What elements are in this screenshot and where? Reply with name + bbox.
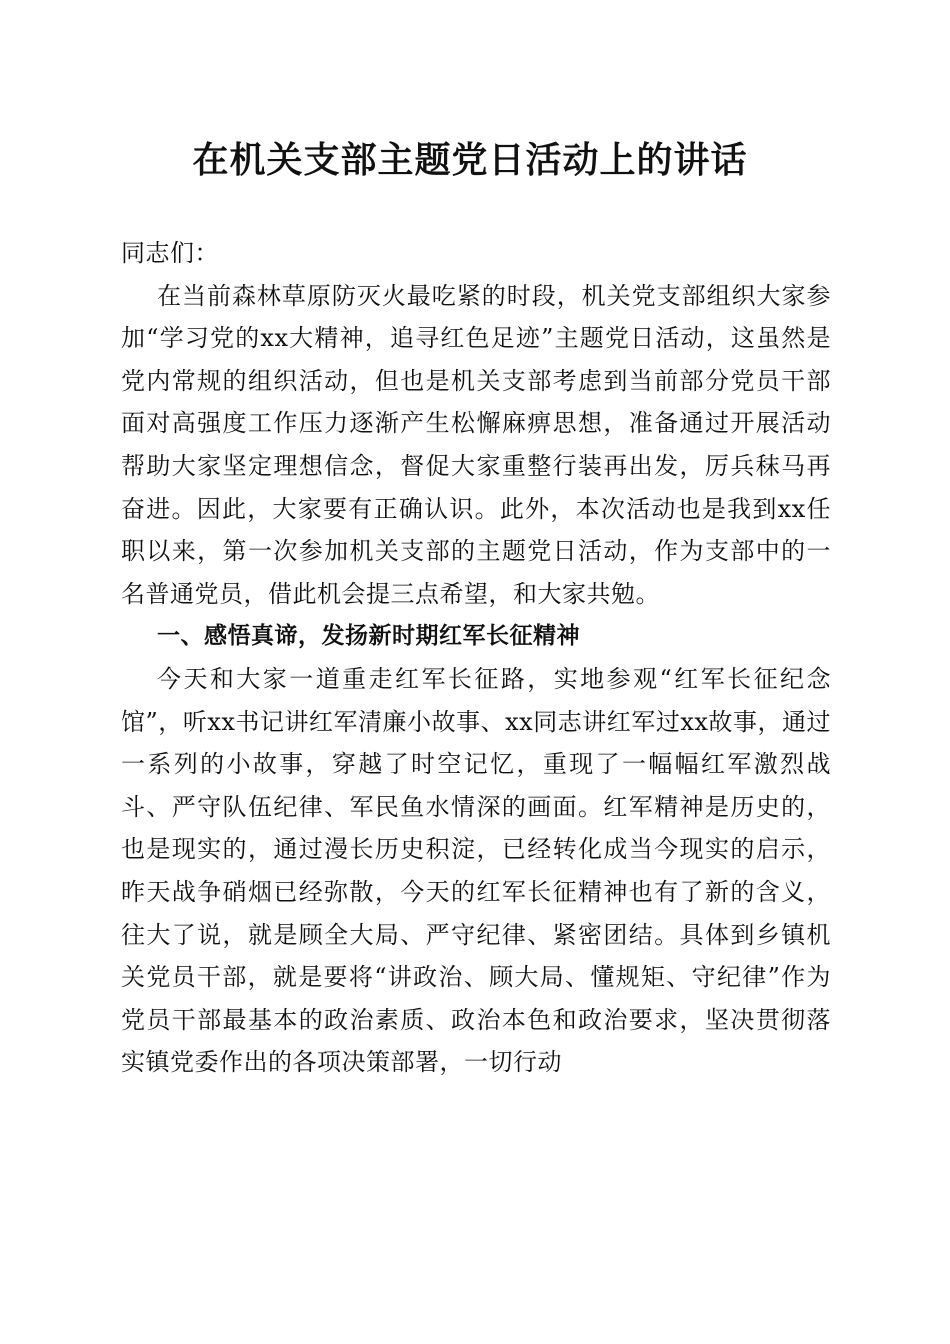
- section-heading-1: 一、感悟真谛，发扬新时期红军长征精神: [157, 623, 580, 650]
- document-title: 在机关支部主题党日活动上的讲话: [192, 139, 748, 181]
- salutation: 同志们：: [121, 239, 219, 267]
- document-body: [121, 232, 831, 1084]
- paragraph-section-1: 今天和大家一道重走红军长征路，实地参观“红军长征纪念馆”，听xx书记讲红军清廉小故事、xx同志讲红军过xx故事，通过一系列的小故事，穿越了时空记忆，重现了一幅幅红军激烈战斗、严守队伍纪律、军民鱼水情深的画面。红军精神是历史的，也是现实的，通过漫长历史积淀，已经转化成当今现实的启示，昨天战争硝烟已经弥散，今天的红军长征精神也有了新的含义，往大了说，就是顾全大局、严守纪律、紧密团结。具体到乡镇机关党员干部，就是要将“讲政治、顾大局、懂规矩、守纪律”作为党员干部最基本的政治素质、政治本色和政治要求，坚决贯彻落实镇党委作出的各项决策部署，一切行动: [121, 664, 831, 1077]
- paragraph-intro: 在当前森林草原防灭火最吃紧的时段，机关党支部组织大家参加“学习党的xx大精神，追寻红色足迹”主题党日活动，这虽然是党内常规的组织活动，但也是机关支部考虑到当前部分党员干部面对高强度工作压力逐渐产生松懈麻痹思想，准备通过开展活动帮助大家坚定理想信念，督促大家重整行装再出发，厉兵秣马再奋进。因此，大家要有正确认识。此外，本次活动也是我到xx任职以来，第一次参加机关支部的主题党日活动，作为支部中的一名普通党员，借此机会提三点希望，和大家共勉。: [121, 281, 831, 608]
